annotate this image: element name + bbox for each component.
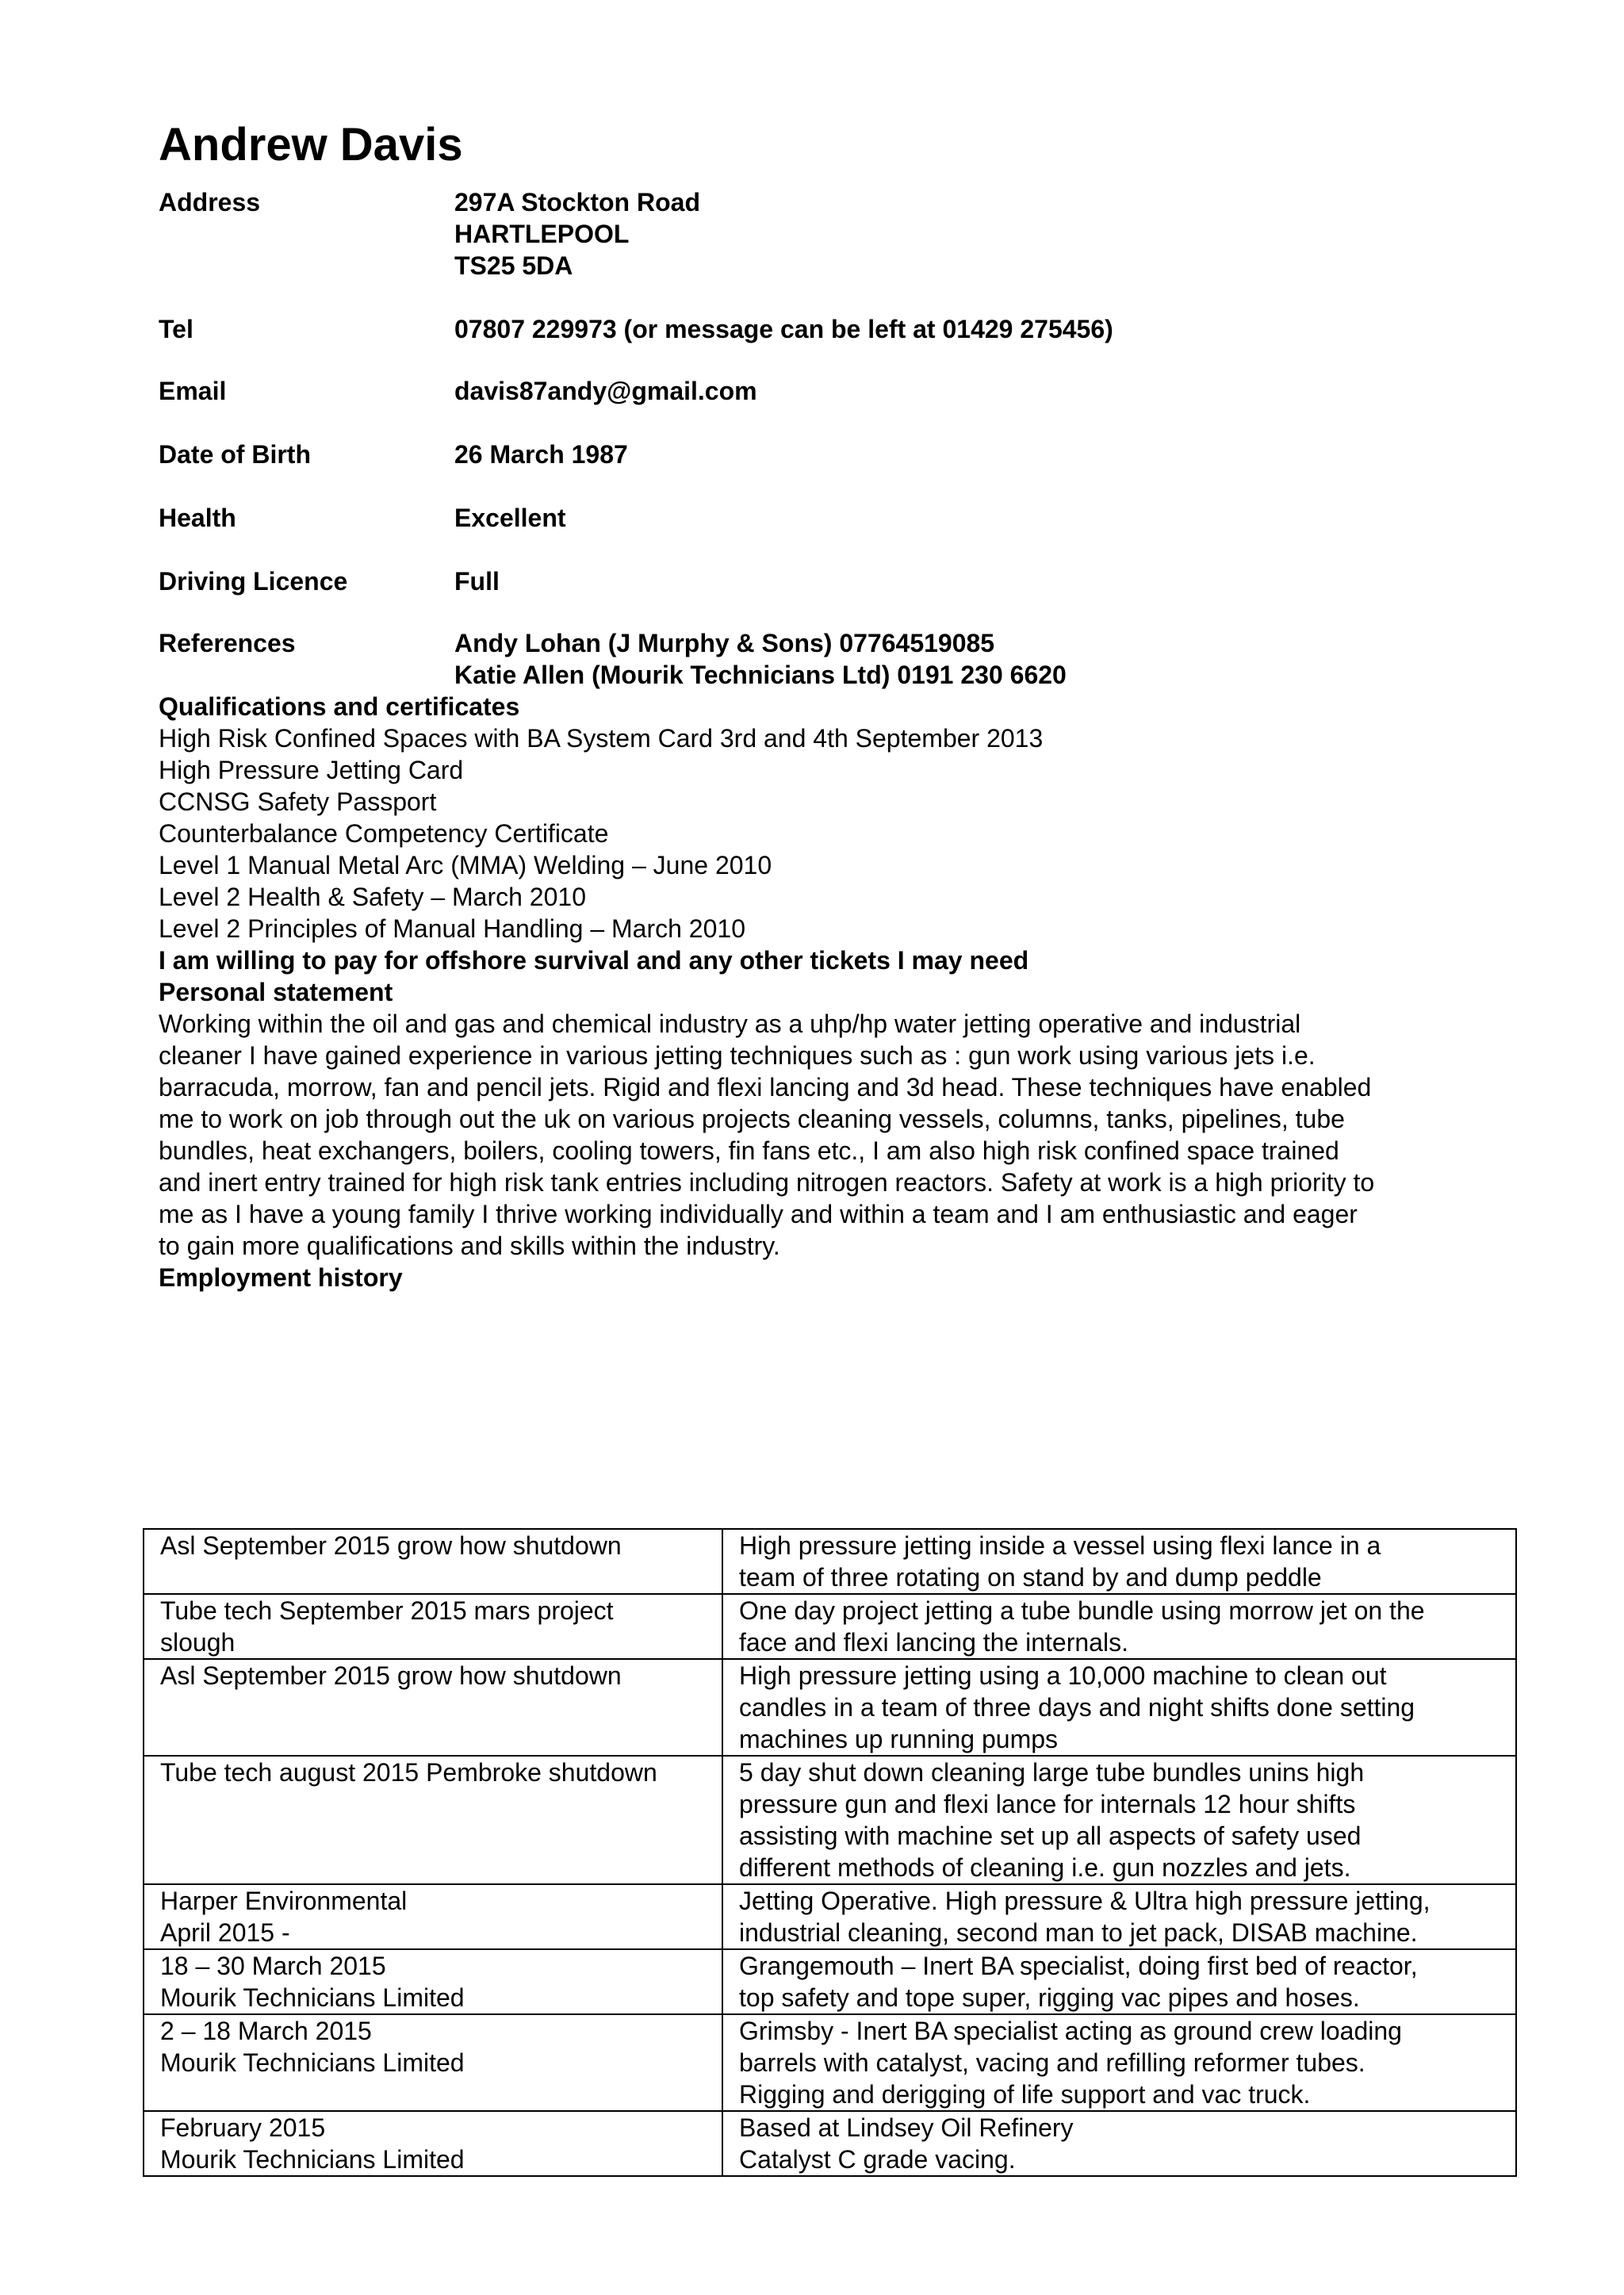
cell-line: assisting with machine set up all aspects of safety used	[739, 1822, 1362, 1850]
employment-duties-cell	[722, 1949, 1516, 2014]
cell-line: Tube tech September 2015 mars project	[160, 1596, 614, 1625]
employment-duties-cell	[722, 2111, 1516, 2176]
cell-line: April 2015 -	[160, 1918, 290, 1947]
statement-line: me to work on job through out the uk on various projects cleaning vessels, columns, tanks, pipelines, tube	[159, 1105, 1345, 1133]
cell-line: Catalyst C grade vacing.	[739, 2145, 1016, 2174]
cell-line: Mourik Technicians Limited	[160, 2145, 465, 2174]
qualifications-list	[159, 722, 1465, 944]
cell-line: High pressure jetting using a 10,000 machine to clean out	[739, 1661, 1387, 1690]
cell-line: face and flexi lancing the internals.	[739, 1628, 1128, 1657]
table-row	[144, 1756, 1516, 1884]
table-row	[144, 1659, 1516, 1756]
cell-line: 2 – 18 March 2015	[160, 2017, 372, 2045]
licence-value	[454, 565, 1465, 597]
cell-line: top safety and tope super, rigging vac pipes and hoses.	[739, 1983, 1360, 2012]
qualification-item: Level 2 Principles of Manual Handling – March 2010	[159, 914, 745, 943]
statement-line: to gain more qualifications and skills within the industry.	[159, 1232, 780, 1260]
health-value	[454, 502, 1465, 534]
employment-period-cell	[144, 1884, 722, 1949]
email-address: davis87andy@gmail.com	[454, 377, 757, 405]
employment-period-cell	[144, 1659, 722, 1756]
licence-row	[159, 565, 1465, 597]
employment-duties-cell	[722, 1884, 1516, 1949]
health-status: Excellent	[454, 504, 566, 532]
statement-line: barracuda, morrow, fan and pencil jets. Rigid and flexi lancing and 3d head. These techniques have enabled	[159, 1073, 1372, 1102]
dob-label: Date of Birth	[159, 440, 311, 469]
address-label: Address	[159, 188, 261, 216]
table-row	[144, 2014, 1516, 2111]
cell-line: Mourik Technicians Limited	[160, 2048, 465, 2077]
qualification-item: CCNSG Safety Passport	[159, 787, 437, 816]
qualification-item: Counterbalance Competency Certificate	[159, 819, 609, 848]
table-row	[144, 2111, 1516, 2176]
employment-period-cell	[144, 1594, 722, 1659]
cell-line: Rigging and derigging of life support and vac truck.	[739, 2080, 1311, 2109]
cell-line: Tube tech august 2015 Pembroke shutdown	[160, 1758, 657, 1787]
employment-duties-cell	[722, 1659, 1516, 1756]
personal-details	[159, 186, 1465, 691]
qualification-item: Level 1 Manual Metal Arc (MMA) Welding – June 2010	[159, 851, 772, 879]
employment-duties-cell	[722, 2014, 1516, 2111]
statement-line: Working within the oil and gas and chemical industry as a uhp/hp water jetting operative and industrial	[159, 1010, 1301, 1038]
cell-line: different methods of cleaning i.e. gun nozzles and jets.	[739, 1853, 1351, 1882]
cell-line: team of three rotating on stand by and dump peddle	[739, 1563, 1322, 1592]
willing-statement: I am willing to pay for offshore survival and any other tickets I may need	[159, 946, 1029, 975]
statement-line: cleaner I have gained experience in various jetting techniques such as : gun work using various jets i.e.	[159, 1041, 1316, 1070]
cell-line: Asl September 2015 grow how shutdown	[160, 1661, 622, 1690]
dob-date: 26 March 1987	[454, 440, 628, 469]
address-line: HARTLEPOOL	[454, 220, 630, 248]
table-row	[144, 1529, 1516, 1594]
dob-value	[454, 439, 1465, 470]
qualification-item: High Pressure Jetting Card	[159, 756, 464, 784]
cell-line: Jetting Operative. High pressure & Ultra high pressure jetting,	[739, 1887, 1431, 1915]
employment-heading: Employment history	[159, 1263, 403, 1292]
cell-line: Asl September 2015 grow how shutdown	[160, 1531, 622, 1560]
cell-line: machines up running pumps	[739, 1725, 1059, 1753]
qualifications-heading: Qualifications and certificates	[159, 692, 520, 721]
reference-entry: Andy Lohan (J Murphy & Sons) 07764519085	[454, 629, 995, 657]
health-row	[159, 502, 1465, 534]
address-row	[159, 186, 1465, 282]
cell-line: Harper Environmental	[160, 1887, 408, 1915]
employment-period-cell	[144, 2111, 722, 2176]
employment-period-cell	[144, 2014, 722, 2111]
licence-label: Driving Licence	[159, 567, 348, 596]
employment-period-cell	[144, 1756, 722, 1884]
references-row	[159, 627, 1465, 691]
dob-row	[159, 439, 1465, 470]
cell-line: barrels with catalyst, vacing and refilling reformer tubes.	[739, 2048, 1365, 2077]
qualification-item: High Risk Confined Spaces with BA System Card 3rd and 4th September 2013	[159, 724, 1044, 753]
cell-line: Mourik Technicians Limited	[160, 1983, 465, 2012]
email-row	[159, 375, 1465, 407]
tel-label: Tel	[159, 315, 193, 343]
licence-status: Full	[454, 567, 500, 596]
cell-line: slough	[160, 1628, 236, 1657]
cell-line: Grangemouth – Inert BA specialist, doing first bed of reactor,	[739, 1952, 1418, 1980]
reference-entry: Katie Allen (Mourik Technicians Ltd) 0191 230 6620	[454, 661, 1067, 689]
address-line: TS25 5DA	[454, 251, 573, 280]
employment-duties-cell	[722, 1756, 1516, 1884]
address-line: 297A Stockton Road	[454, 188, 700, 216]
statement-line: me as I have a young family I thrive working individually and within a team and I am enthusiastic and eager	[159, 1200, 1358, 1228]
cell-line: 5 day shut down cleaning large tube bundles unins high	[739, 1758, 1365, 1787]
personal-statement-heading: Personal statement	[159, 978, 393, 1006]
cell-line: industrial cleaning, second man to jet pack, DISAB machine.	[739, 1918, 1418, 1947]
personal-statement-text	[159, 1008, 1465, 1262]
employment-table	[143, 1528, 1517, 2177]
table-row	[144, 1884, 1516, 1949]
tel-value	[454, 313, 1465, 345]
employment-duties-cell	[722, 1594, 1516, 1659]
cell-line: High pressure jetting inside a vessel using flexi lance in a	[739, 1531, 1381, 1560]
employment-period-cell	[144, 1949, 722, 2014]
tel-row	[159, 313, 1465, 345]
cell-line: 18 – 30 March 2015	[160, 1952, 386, 1980]
health-label: Health	[159, 504, 236, 532]
table-row	[144, 1594, 1516, 1659]
cell-line: Based at Lindsey Oil Refinery	[739, 2113, 1074, 2142]
cell-line: pressure gun and flexi lance for internals 12 hour shifts	[739, 1790, 1356, 1818]
cell-line: Grimsby - Inert BA specialist acting as ground crew loading	[739, 2017, 1402, 2045]
email-value	[454, 375, 1465, 407]
qualification-item: Level 2 Health & Safety – March 2010	[159, 883, 586, 911]
cell-line: February 2015	[160, 2113, 326, 2142]
references-label: References	[159, 629, 296, 657]
email-label: Email	[159, 377, 227, 405]
table-row	[144, 1949, 1516, 2014]
candidate-name: Andrew Davis	[159, 119, 463, 170]
employment-period-cell	[144, 1529, 722, 1594]
statement-line: and inert entry trained for high risk tank entries including nitrogen reactors. Safety at work is a high priority to	[159, 1168, 1375, 1197]
address-value	[454, 186, 1465, 282]
cell-line: candles in a team of three days and night shifts done setting	[739, 1693, 1415, 1722]
employment-duties-cell	[722, 1529, 1516, 1594]
references-value	[454, 627, 1465, 691]
cell-line: One day project jetting a tube bundle using morrow jet on the	[739, 1596, 1425, 1625]
tel-number: 07807 229973 (or message can be left at 01429 275456)	[454, 315, 1113, 343]
statement-line: bundles, heat exchangers, boilers, cooling towers, fin fans etc., I am also high risk confined space trained	[159, 1136, 1339, 1165]
